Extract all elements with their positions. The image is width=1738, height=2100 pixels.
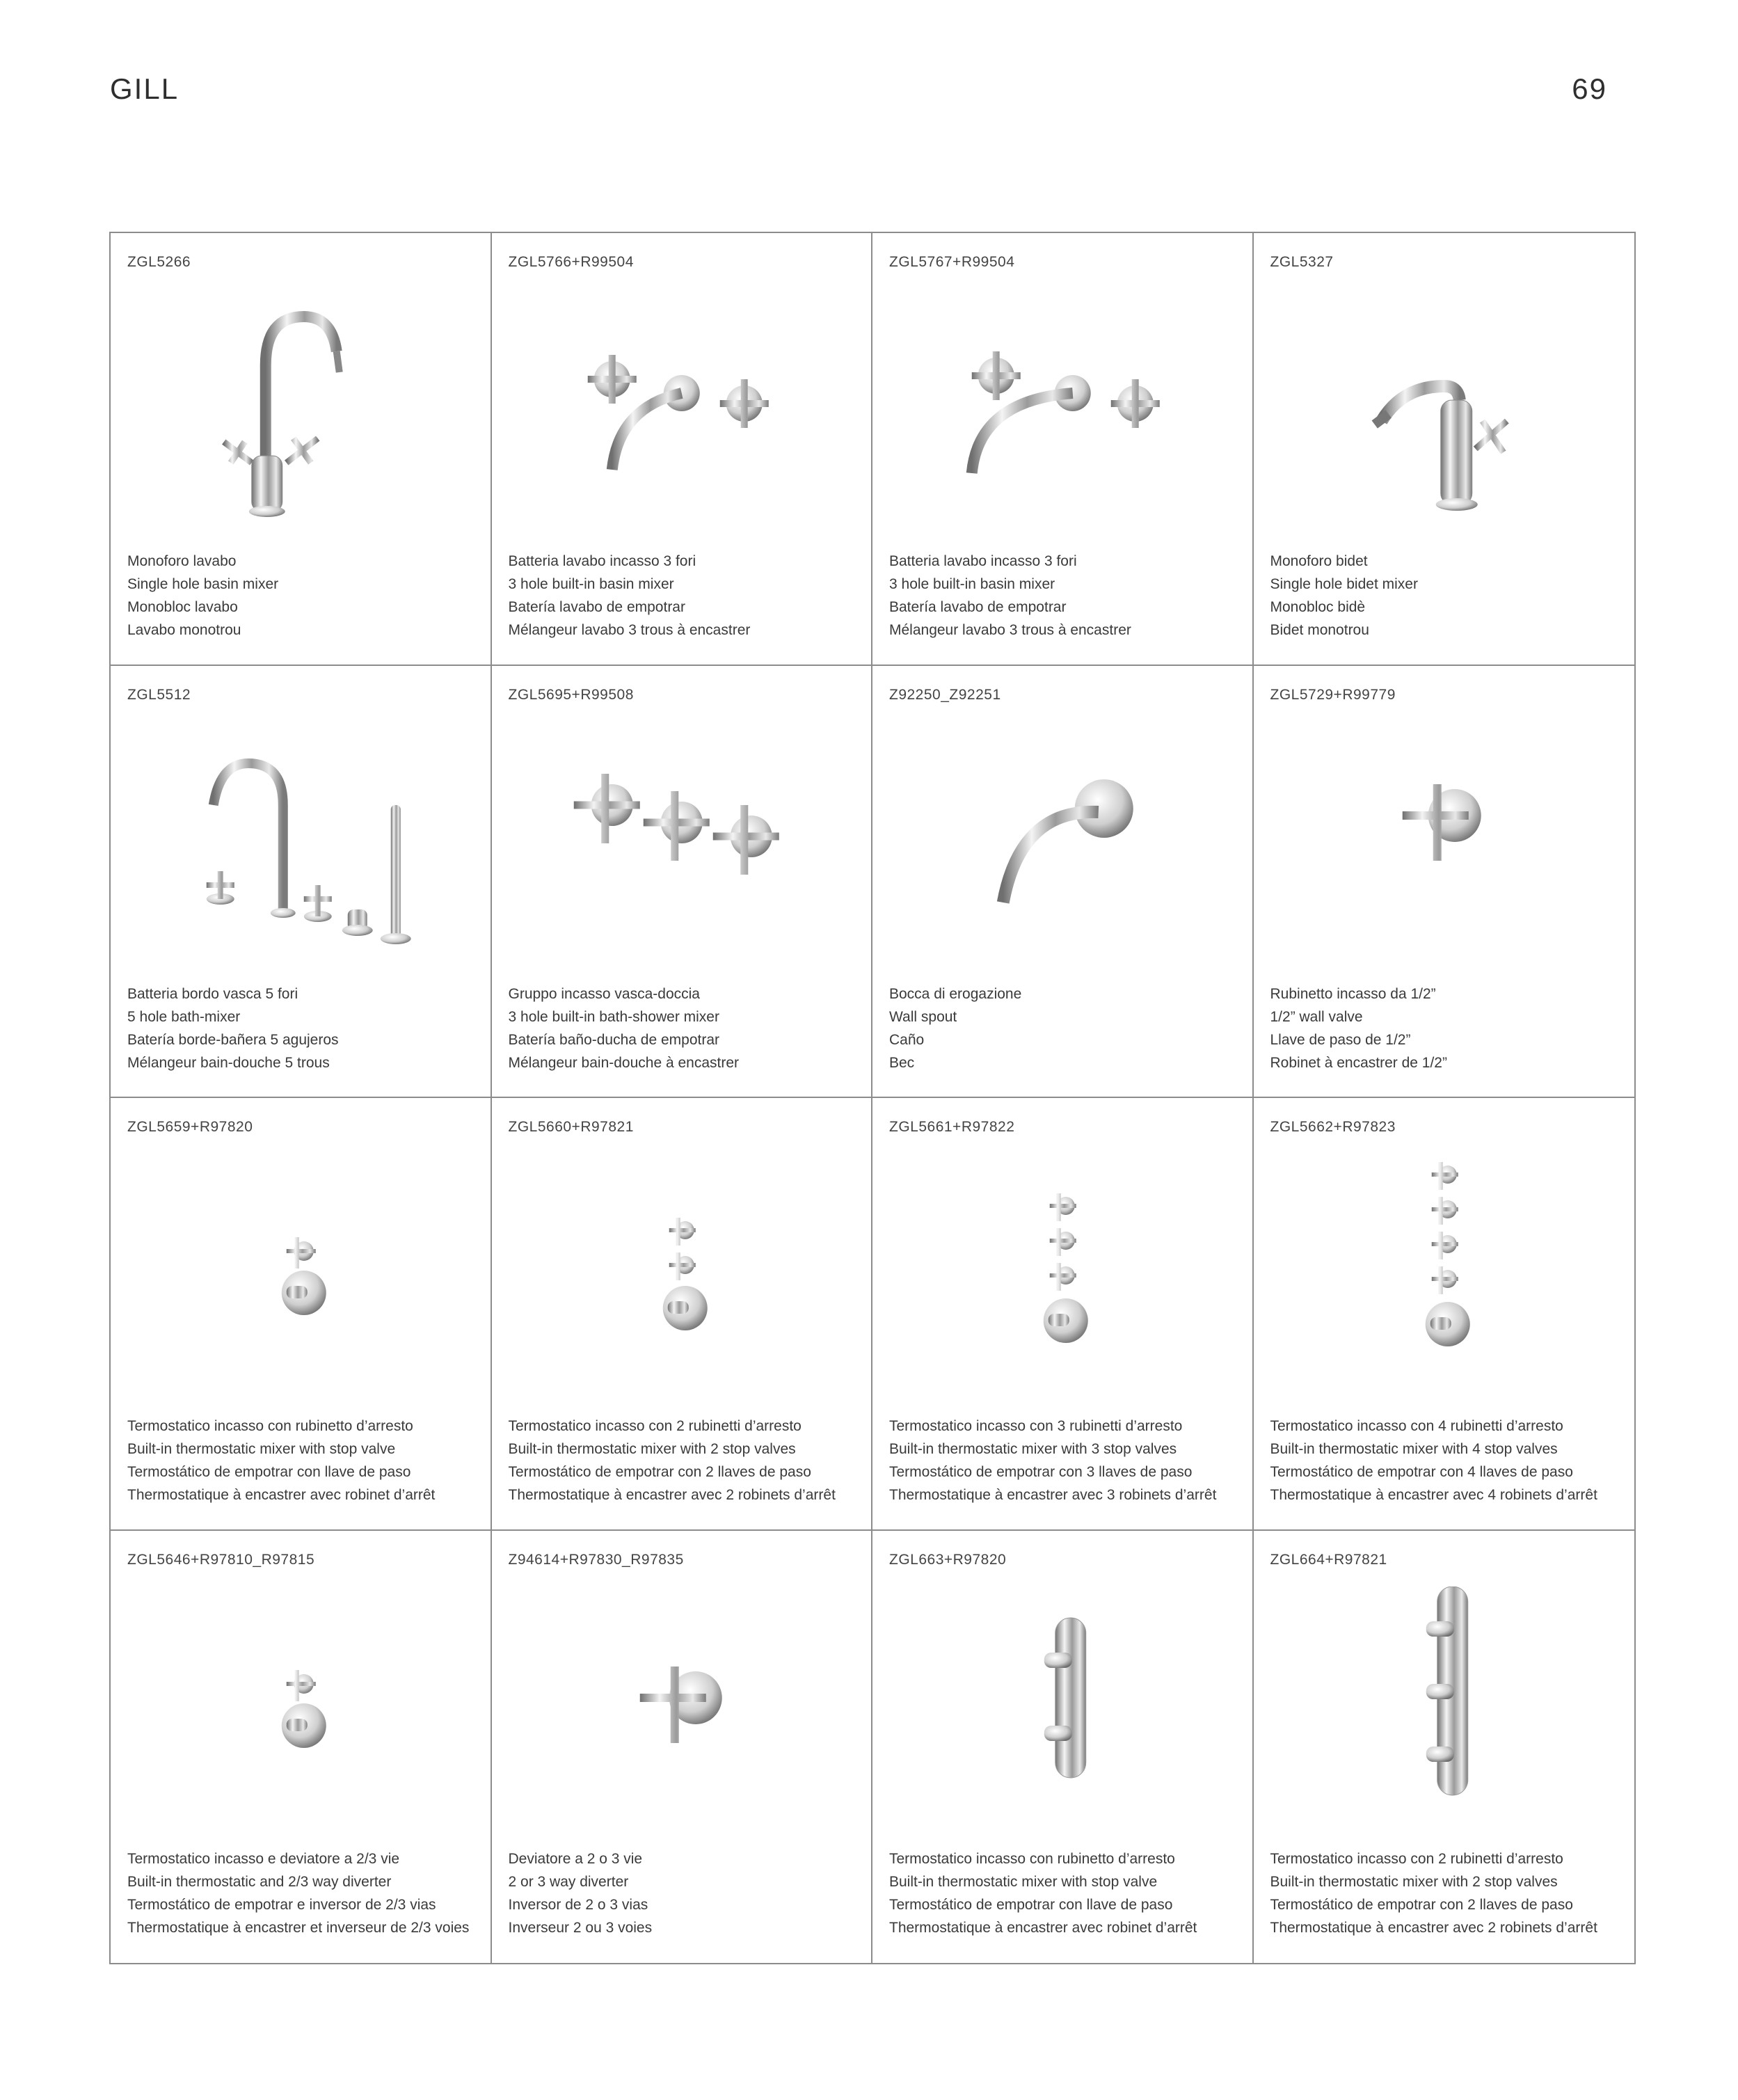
description-line: Built-in thermostatic mixer with 3 stop valves — [889, 1441, 1177, 1457]
product-cell — [1254, 233, 1635, 666]
description-line: Termostatico incasso con 3 rubinetti d’arresto — [889, 1418, 1183, 1434]
description-line: Built-in thermostatic mixer with 2 stop valves — [1270, 1873, 1558, 1890]
product-code: ZGL664+R97821 — [1270, 1551, 1387, 1568]
description-line: Gruppo incasso vasca-doccia — [508, 985, 700, 1002]
description-line: Inverseur 2 ou 3 voies — [508, 1919, 653, 1936]
product-code: Z92250_Z92251 — [889, 686, 1001, 703]
description-line: Monobloc lavabo — [127, 599, 238, 615]
product-description — [127, 983, 339, 1074]
description-line: Termostático de empotrar e inversor de 2/3 vias — [127, 1896, 436, 1913]
plate-thermostatic-3-knobs-image — [1295, 1586, 1593, 1837]
product-grid — [109, 232, 1636, 1964]
product-description — [889, 1847, 1197, 1939]
product-cell — [111, 666, 492, 1099]
description-line: Built-in thermostatic mixer with stop valve — [889, 1873, 1158, 1890]
description-line: Inversor de 2 o 3 vias — [508, 1896, 648, 1913]
description-line: Bidet monotrou — [1270, 622, 1369, 638]
description-line: 5 hole bath-mixer — [127, 1008, 241, 1025]
wall-basin-mixer-3-hole-long-image — [914, 289, 1211, 539]
description-line: Thermostatique à encastrer avec 3 robinets d’arrêt — [889, 1487, 1217, 1503]
description-line: Thermostatique à encastrer avec 2 robinets d’arrêt — [1270, 1919, 1597, 1936]
page-number: 69 — [1572, 72, 1607, 105]
product-cell — [1254, 666, 1635, 1099]
product-code: ZGL5327 — [1270, 254, 1334, 270]
product-code: ZGL5729+R99779 — [1270, 686, 1396, 703]
product-description — [1270, 1847, 1597, 1939]
product-cell — [492, 1098, 873, 1531]
product-code: ZGL663+R97820 — [889, 1551, 1007, 1568]
product-cell — [1254, 1098, 1635, 1531]
product-code: Z94614+R97830_R97835 — [508, 1551, 684, 1568]
product-cell — [111, 1098, 492, 1531]
product-description — [1270, 983, 1447, 1074]
description-line: Built-in thermostatic mixer with 2 stop valves — [508, 1441, 796, 1457]
description-line: Termostático de empotrar con 4 llaves de paso — [1270, 1464, 1573, 1480]
description-line: 3 hole built-in bath-shower mixer — [508, 1008, 719, 1025]
description-line: Monoforo lavabo — [127, 553, 237, 569]
description-line: Batería lavabo de empotrar — [889, 599, 1067, 615]
product-code: ZGL5266 — [127, 254, 191, 270]
description-line: Termostatico incasso con 2 rubinetti d’arresto — [508, 1418, 802, 1434]
description-line: Monobloc bidè — [1270, 599, 1366, 615]
product-code: ZGL5695+R99508 — [508, 686, 634, 703]
description-line: Deviatore a 2 o 3 vie — [508, 1850, 643, 1867]
thermostatic-4-valves-image — [1295, 1154, 1593, 1404]
description-line: Termostatico incasso e deviatore a 2/3 vie — [127, 1850, 400, 1867]
product-code: ZGL5512 — [127, 686, 191, 703]
product-description — [1270, 1415, 1597, 1506]
product-description — [1270, 550, 1418, 642]
description-line: 2 or 3 way diverter — [508, 1873, 629, 1890]
description-line: Lavabo monotrou — [127, 622, 241, 638]
description-line: Built-in thermostatic mixer with 4 stop valves — [1270, 1441, 1558, 1457]
description-line: Termostático de empotrar con llave de paso — [889, 1896, 1173, 1913]
wall-valve-image — [1295, 722, 1593, 972]
description-line: Llave de paso de 1/2” — [1270, 1031, 1411, 1048]
brand-title: GILL — [110, 72, 180, 105]
product-code: ZGL5660+R97821 — [508, 1119, 634, 1135]
thermostatic-1-valve-image — [152, 1154, 449, 1404]
description-line: Termostatico incasso con rubinetto d’arresto — [889, 1850, 1175, 1867]
description-line: Rubinetto incasso da 1/2” — [1270, 985, 1436, 1002]
description-line: Termostatico incasso con rubinetto d’arresto — [127, 1418, 413, 1434]
wall-basin-mixer-3-hole-short-image — [534, 289, 830, 539]
description-line: Built-in thermostatic mixer with stop valve — [127, 1441, 396, 1457]
description-line: Bec — [889, 1054, 915, 1071]
description-line: Termostático de empotrar con 2 llaves de paso — [1270, 1896, 1573, 1913]
description-line: Robinet à encastrer de 1/2” — [1270, 1054, 1447, 1071]
3-hole-bath-shower-mixer-image — [534, 722, 830, 972]
diverter-image — [534, 1586, 830, 1837]
description-line: Monoforo bidet — [1270, 553, 1368, 569]
product-description — [509, 1847, 653, 1939]
product-description — [127, 550, 278, 642]
description-line: Mélangeur bain-douche 5 trous — [127, 1054, 330, 1071]
description-line: Built-in thermostatic and 2/3 way diverter — [127, 1873, 392, 1890]
product-description — [127, 1415, 435, 1506]
product-code: ZGL5767+R99504 — [889, 254, 1015, 270]
description-line: Termostatico incasso con 4 rubinetti d’arresto — [1270, 1418, 1563, 1434]
plate-thermostatic-2-knobs-image — [914, 1586, 1211, 1837]
description-line: 3 hole built-in basin mixer — [889, 576, 1055, 592]
product-cell — [492, 233, 873, 666]
description-line: Mélangeur lavabo 3 trous à encastrer — [508, 622, 751, 638]
product-cell — [872, 233, 1254, 666]
description-line: Single hole bidet mixer — [1270, 576, 1418, 592]
description-line: Wall spout — [889, 1008, 957, 1025]
description-line: Mélangeur lavabo 3 trous à encastrer — [889, 622, 1131, 638]
product-code: ZGL5766+R99504 — [508, 254, 634, 270]
description-line: Termostático de empotrar con llave de paso — [127, 1464, 411, 1480]
product-description — [889, 1415, 1216, 1506]
description-line: Batería baño-ducha de empotrar — [508, 1031, 720, 1048]
description-line: Thermostatique à encastrer et inverseur de 2/3 voies — [127, 1919, 470, 1936]
description-line: Thermostatique à encastrer avec 2 robinets d’arrêt — [508, 1487, 836, 1503]
description-line: Caño — [889, 1031, 925, 1048]
description-line: Termostatico incasso con 2 rubinetti d’arresto — [1270, 1850, 1563, 1867]
thermostatic-2-valves-image — [534, 1154, 830, 1404]
product-code: ZGL5662+R97823 — [1270, 1119, 1396, 1135]
product-code: ZGL5659+R97820 — [127, 1119, 253, 1135]
description-line: 3 hole built-in basin mixer — [508, 576, 674, 592]
product-code: ZGL5646+R97810_R97815 — [127, 1551, 315, 1568]
product-cell — [111, 1531, 492, 1964]
5-hole-bath-mixer-image — [152, 722, 449, 972]
product-description — [509, 1415, 836, 1506]
product-cell — [872, 1531, 1254, 1964]
product-cell — [492, 1531, 873, 1964]
description-line: Mélangeur bain-douche à encastrer — [508, 1054, 740, 1071]
product-description — [889, 550, 1131, 642]
description-line: Batteria lavabo incasso 3 fori — [508, 553, 696, 569]
description-line: Batería lavabo de empotrar — [508, 599, 685, 615]
description-line: Batteria lavabo incasso 3 fori — [889, 553, 1077, 569]
product-code: ZGL5661+R97822 — [889, 1119, 1015, 1135]
product-cell — [872, 1098, 1254, 1531]
description-line: Single hole basin mixer — [127, 576, 279, 592]
thermostatic-diverter-image — [152, 1586, 449, 1837]
description-line: Bocca di erogazione — [889, 985, 1022, 1002]
product-description — [127, 1847, 469, 1939]
description-line: Thermostatique à encastrer avec robinet d’arrêt — [889, 1919, 1197, 1936]
single-hole-basin-mixer-image — [152, 289, 449, 539]
product-cell — [872, 666, 1254, 1099]
product-cell — [111, 233, 492, 666]
single-hole-bidet-mixer-image — [1295, 289, 1593, 539]
wall-spout-image — [914, 722, 1211, 972]
description-line: Thermostatique à encastrer avec robinet d’arrêt — [127, 1487, 436, 1503]
description-line: Batteria bordo vasca 5 fori — [127, 985, 298, 1002]
thermostatic-3-valves-image — [914, 1154, 1211, 1404]
product-cell — [492, 666, 873, 1099]
description-line: Termostático de empotrar con 3 llaves de paso — [889, 1464, 1193, 1480]
product-description — [509, 983, 740, 1074]
product-description — [509, 550, 751, 642]
description-line: Thermostatique à encastrer avec 4 robinets d’arrêt — [1270, 1487, 1597, 1503]
product-cell — [1254, 1531, 1635, 1964]
description-line: 1/2” wall valve — [1270, 1008, 1363, 1025]
product-description — [889, 983, 1021, 1074]
description-line: Termostático de empotrar con 2 llaves de paso — [508, 1464, 811, 1480]
description-line: Batería borde-bañera 5 agujeros — [127, 1031, 339, 1048]
